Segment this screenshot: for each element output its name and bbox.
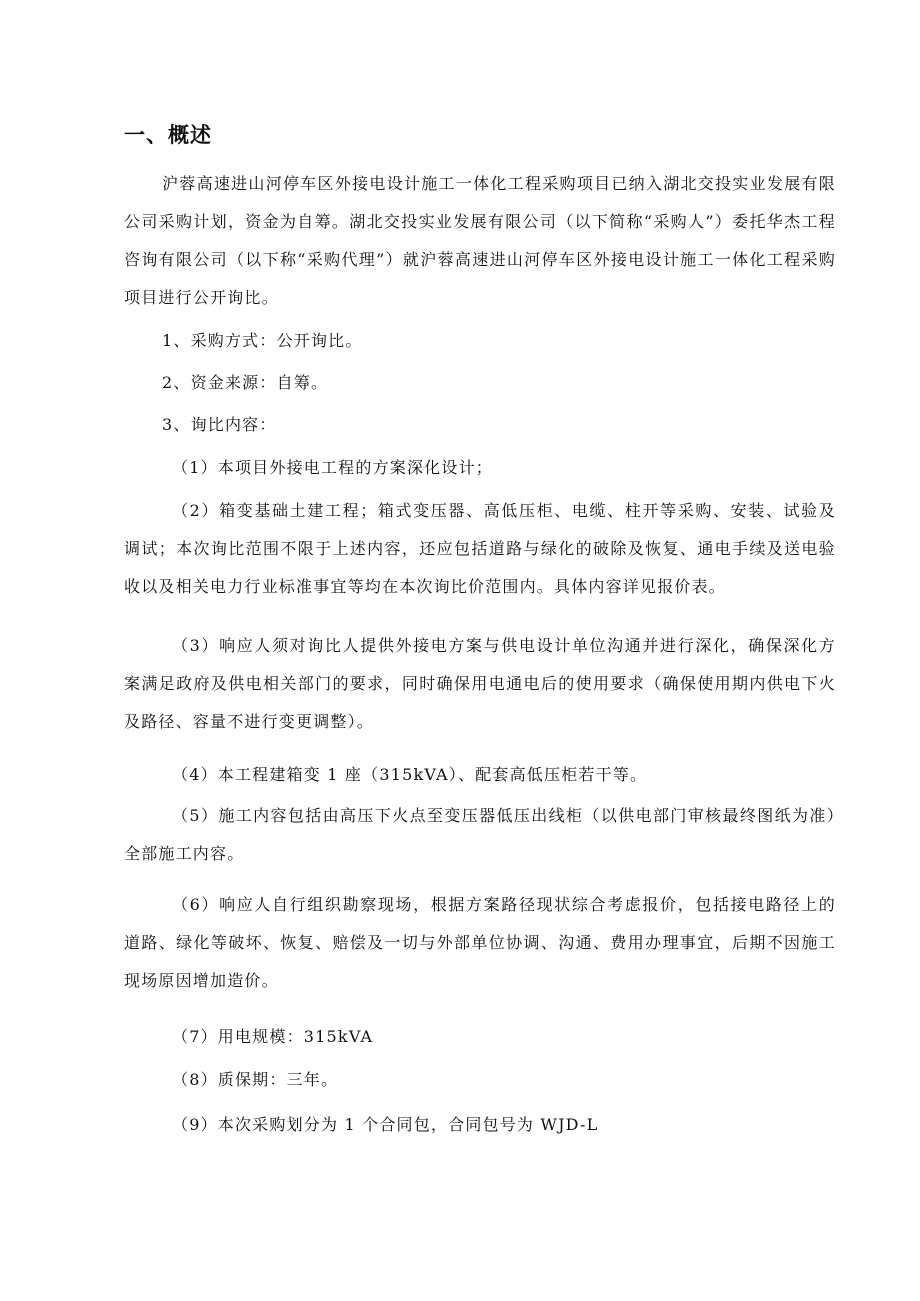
item-inquiry-content: 3、询比内容： (162, 415, 277, 434)
item-procurement-method: 1、采购方式：公开询比。 (162, 331, 363, 350)
sub-item-7: （7）用电规模：315kVA (172, 1027, 374, 1046)
sub-item-6: （6）响应人自行组织勘察现场，根据方案路径现状综合考虑报价，包括接电路径上的道路、绿化等破坏、恢复、赔偿及一切与外部单位协调、沟通、费用办理事宜，后期不因施工现场原因增加造价。 (124, 895, 836, 990)
sub-item-4: （4）本工程建箱变 1 座（315kVA）、配套高低压柜若干等。 (172, 765, 648, 784)
sub-item-3: （3）响应人须对询比人提供外接电方案与供电设计单位沟通并进行深化，确保深化方案满足政府及供电相关部门的要求，同时确保用电通电后的使用要求（确保使用期内供电下火及路径、容量不进行变更调整）。 (124, 636, 836, 731)
sub-item-2: （2）箱变基础土建工程；箱式变压器、高低压柜、电缆、柱开等采购、安装、试验及调试；本次询比范围不限于上述内容，还应包括道路与绿化的破除及恢复、通电手续及送电验收以及相关电力行业标准事宜等均在本次询比价范围内。具体内容详见报价表。 (124, 501, 836, 596)
intro-paragraph: 沪蓉高速进山河停车区外接电设计施工一体化工程采购项目已纳入湖北交投实业发展有限公司采购计划，资金为自筹。湖北交投实业发展有限公司（以下简称“采购人”）委托华杰工程咨询有限公司（以下称“采购代理”）就沪蓉高速进山河停车区外接电设计施工一体化工程采购项目进行公开询比。 (124, 174, 836, 307)
sub-item-5: （5）施工内容包括由高压下火点至变压器低压出线柜（以供电部门审核最终图纸为准）全部施工内容。 (124, 806, 836, 863)
sub-item-1: （1）本项目外接电工程的方案深化设计； (172, 458, 493, 477)
section-heading: 一、概述 (124, 123, 212, 147)
sub-item-8: （8）质保期：三年。 (172, 1070, 339, 1089)
item-fund-source: 2、资金来源：自筹。 (162, 373, 329, 392)
sub-item-9: （9）本次采购划分为 1 个合同包，合同包号为 WJD-L (172, 1115, 599, 1134)
